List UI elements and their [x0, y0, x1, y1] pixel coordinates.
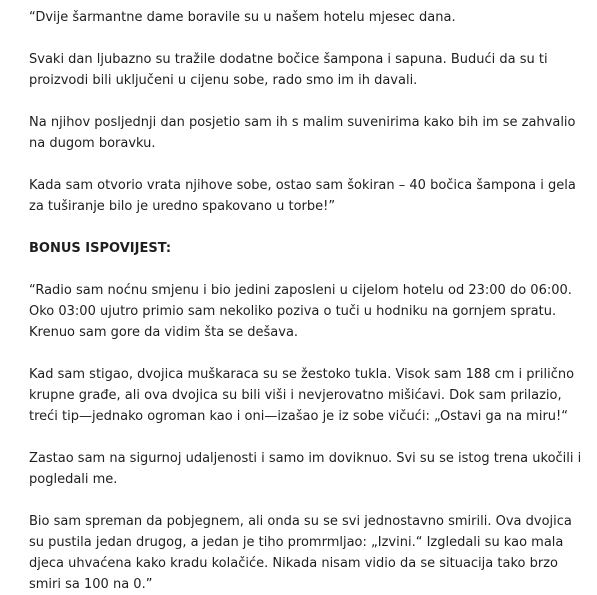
story-paragraph-2: Svaki dan ljubazno su tražile dodatne bočice šampona i sapuna. Budući da su ti proizvodi bili uključeni u cijenu sobe, rado smo im ih davali. [29, 52, 548, 88]
bonus-paragraph-2: Kad sam stigao, dvojica muškaraca su se žestoko tukla. Visok sam 188 cm i prilično krupne građe, ali ova dvojica su bili viši i nevjerovatno mišićavi. Dok sam prilazio, treći tip—jednako ogroman kao i oni—izašao je iz sobe vičući: „Ostavi ga na miru!“ [29, 367, 575, 424]
story-paragraph-1: “Dvije šarmantne dame boravile su u našem hotelu mjesec dana. [29, 10, 456, 25]
story-paragraph-4: Kada sam otvorio vrata njihove sobe, ostao sam šokiran – 40 bočica šampona i gela za tuširanje bilo je uredno spakovano u torbe!” [29, 178, 576, 214]
story-paragraph-3: Na njihov posljednji dan posjetio sam ih s malim suvenirima kako bih im se zahvalio na dugom boravku. [29, 115, 576, 151]
bonus-paragraph-3: Zastao sam na sigurnoj udaljenosti i samo im doviknuo. Svi su se istog trena ukočili i pogledali me. [29, 451, 582, 487]
bonus-paragraph-1: “Radio sam noćnu smjenu i bio jedini zaposleni u cijelom hotelu od 23:00 do 06:00. Oko 03:00 ujutro primio sam nekoliko poziva o tuči u hodniku na gornjem spratu. Krenuo sam gore da vidim šta se dešava. [29, 283, 572, 340]
bonus-paragraph-4: Bio sam spreman da pobjegnem, ali onda su se svi jednostavno smirili. Ova dvojica su pustila jedan drugog, a jedan je tiho promrmljao: „Izvini.“ Izgledali su kao mala djeca uhvaćena kako kradu kolačiće. Nikada nisam vidio da se situacija tako brzo smiri sa 100 na 0.” [29, 514, 572, 592]
bonus-heading: BONUS ISPOVIJEST: [29, 241, 172, 256]
article-body [29, 0, 589, 595]
